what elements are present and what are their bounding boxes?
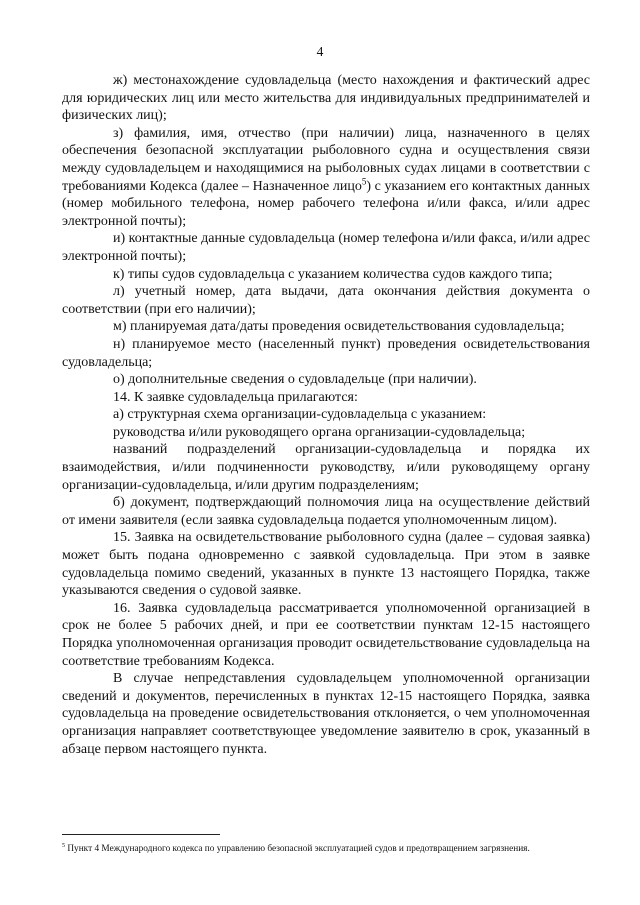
paragraph-14-a: а) структурная схема организации-судовладельца с указанием: — [113, 407, 487, 423]
paragraph-i: и) контактные данные судовладельца (номер телефона и/или факса, и/или адрес электронной почты); — [62, 231, 590, 264]
document-body — [62, 72, 590, 758]
paragraph-o: о) дополнительные сведения о судовладельце (при наличии). — [113, 372, 477, 388]
paragraph-16-rejection: В случае непредставления судовладельцем уполномоченной организации сведений и документов, перечисленных в пунктах 12-15 настоящего Порядка, заявка судовладельца на проведение освидетельствования отклоняется, о чем уполномоченная организация направляет соответствующее уведомление заявителю в срок, указанный в абзаце первом настоящего пункта. — [62, 671, 590, 757]
footnote-reference: 5 — [361, 175, 367, 186]
paragraph-m: м) планируемая дата/даты проведения освидетельствования судовладельца; — [113, 319, 565, 335]
footnote — [62, 843, 590, 856]
footnote-divider — [62, 834, 220, 835]
paragraph-14-a-divisions: названий подразделений организации-судовладельца и порядка их взаимодействия, и/или подчиненности руководству, и/или руководящему органу организации-судовладельца, и/или другим подразделениям; — [62, 442, 590, 493]
paragraph-l: л) учетный номер, дата выдачи, дата окончания действия документа о соответствии (при его наличии); — [62, 284, 590, 317]
paragraph-z — [62, 125, 590, 231]
paragraph-zh: ж) местонахождение судовладельца (место нахождения и фактический адрес для юридических лиц или место жительства для индивидуальных предпринимателей и физических лиц); — [62, 73, 590, 124]
paragraph-14-a-management: руководства и/или руководящего органа организации-судовладельца; — [113, 424, 526, 440]
paragraph-n: н) планируемое место (населенный пункт) проведения освидетельствования судовладельца; — [62, 336, 590, 370]
paragraph-14-b: б) документ, подтверждающий полномочия лица на осуществление действий от имени заявителя (если заявка судовладельца подается уполномоченным лицом). — [62, 495, 590, 528]
paragraph-16: 16. Заявка судовладельца рассматривается уполномоченной организацией в срок не более 5 рабочих дней, и при ее соответствии пунктам 12-15 настоящего Порядка уполномоченная организация проводит освидетельствование судовладельца на соответствие требованиям Кодекса. — [62, 600, 590, 669]
footnote-marker: 5 — [62, 842, 66, 849]
paragraph-z-tail: ) с указанием его контактных данных (номер мобильного телефона, номер рабочего телефона и/или факса, и/или адрес электронной почты); — [62, 178, 590, 229]
paragraph-15: 15. Заявка на освидетельствование рыболовного судна (далее – судовая заявка) может быть подана одновременно с заявкой судовладельца. При этом в заявке судовладельца помимо сведений, указанных в пункте 13 настоящего Порядка, также указываются сведения о судовой заявке. — [62, 530, 590, 599]
paragraph-14: 14. К заявке судовладельца прилагаются: — [113, 389, 358, 405]
page-number: 4 — [316, 44, 324, 59]
paragraph-z-text: з) фамилия, имя, отчество (при наличии) лица, назначенного в целях обеспечения безопасной эксплуатации рыболовного судна и осуществления связи между судовладельцем и находящимися на рыболовных судах лицами в соответствии с требованиями Кодекса (далее – Назначенное лицо — [62, 125, 590, 194]
paragraph-k: к) типы судов судовладельца с указанием количества судов каждого типа; — [113, 266, 553, 282]
footnote-text: Пункт 4 Международного кодекса по управлению безопасной эксплуатацией судов и предотвращением загрязнения. — [67, 844, 530, 854]
